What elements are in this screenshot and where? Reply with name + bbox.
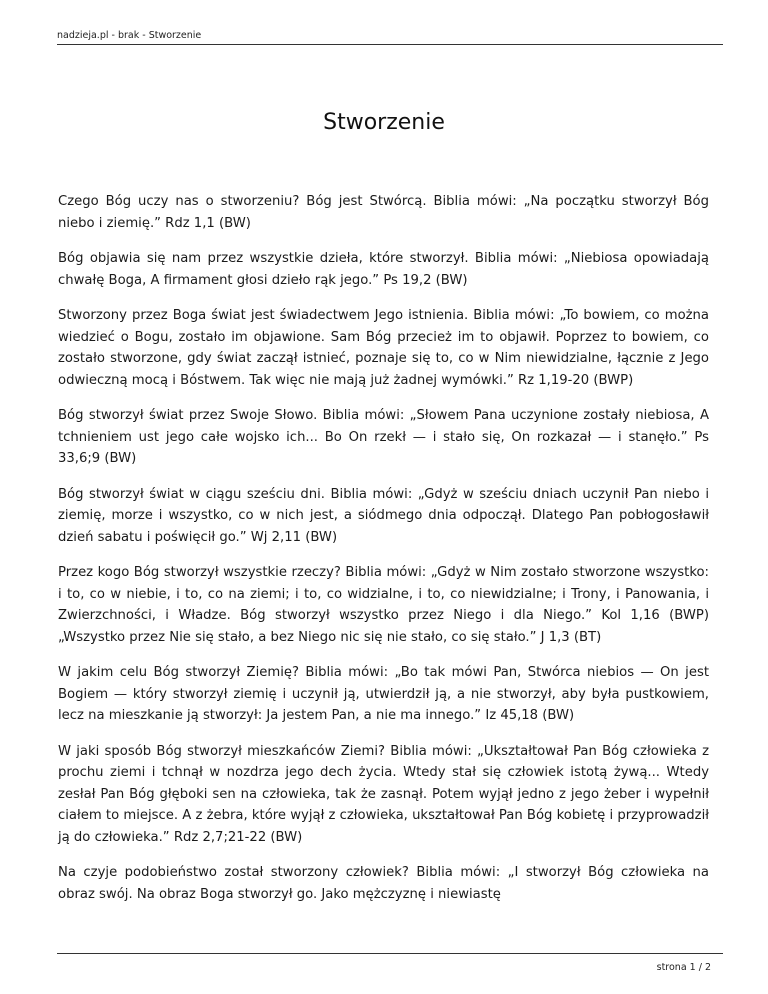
- footer-divider: [57, 953, 723, 954]
- running-header: nadzieja.pl - brak - Stworzenie: [57, 30, 202, 41]
- paragraph-9: Na czyje podobieństwo został stworzony człowiek? Biblia mówi: „I stworzył Bóg człowieka na obraz swój. Na obraz Boga stworzył go. Jako mężczyznę i niewiastę: [58, 865, 709, 902]
- paragraph-8: W jaki sposób Bóg stworzył mieszkańców Ziemi? Biblia mówi: „Ukształtował Pan Bóg człowieka z prochu ziemi i tchnął w nozdrza jego dech życia. Wtedy stał się człowiek istotą żywą... Wtedy zesłał Pan Bóg głęboki sen na człowieka, tak że zasnął. Potem wyjął jedno z jego żeber i wypełnił ciałem to miejsce. A z żebra, które wyjął z człowieka, ukształtował Pan Bóg kobietę i przyprowadził ją do człowieka.” Rdz 2,7;21-22 (BW): [58, 743, 709, 845]
- paragraph-5: Bóg stworzył świat w ciągu sześciu dni. Biblia mówi: „Gdyż w sześciu dniach uczynił Pan niebo i ziemię, morze i wszystko, co w nich jest, a siódmego dnia odpoczął. Dlatego Pan pobłogosławił dzień sabatu i poświęcił go.” Wj 2,11 (BW): [58, 486, 709, 545]
- paragraph-3: Stworzony przez Boga świat jest świadectwem Jego istnienia. Biblia mówi: „To bowiem, co można wiedzieć o Bogu, zostało im objawione. Sam Bóg przecież im to objawił. Poprzez to bowiem, co zostało stworzone, gdy świat zaczął istnieć, poznaje się to, co w Nim niewidzialne, łącznie z Jego odwieczną mocą i Bóstwem. Tak więc nie mają już żadnej wymówki.” Rz 1,19-20 (BWP): [58, 308, 709, 388]
- page-number: strona 1 / 2: [656, 962, 711, 973]
- document-body: [58, 191, 709, 919]
- paragraph-1: Czego Bóg uczy nas o stworzeniu? Bóg jest Stwórcą. Biblia mówi: „Na początku stworzył Bóg niebo i ziemię.” Rdz 1,1 (BW): [58, 194, 709, 231]
- paragraph-7: W jakim celu Bóg stworzył Ziemię? Biblia mówi: „Bo tak mówi Pan, Stwórca niebios — On jest Bogiem — który stworzył ziemię i uczynił ją, utwierdził ją, a nie stworzył, aby była pustkowiem, lecz na mieszkanie ją stworzył: Ja jestem Pan, a nie ma innego.” Iz 45,18 (BW): [58, 665, 709, 723]
- paragraph-2: Bóg objawia się nam przez wszystkie dzieła, które stworzył. Biblia mówi: „Niebiosa opowiadają chwałę Boga, A firmament głosi dzieło rąk jego.” Ps 19,2 (BW): [58, 251, 709, 288]
- paragraph-6: Przez kogo Bóg stworzył wszystkie rzeczy? Biblia mówi: „Gdyż w Nim zostało stworzone wszystko: i to, co w niebie, i to, co na ziemi; i to, co widzialne, i to, co niewidzialne; i Trony, i Panowania, i Zwierzchności, i Władze. Bóg stworzył wszystko przez Niego i dla Niego.” Kol 1,16 (BWP) „Wszystko przez Nie się stało, a bez Niego nic się nie stało, co się stało.” J 1,3 (BT): [58, 565, 709, 645]
- paragraph-4: Bóg stworzył świat przez Swoje Słowo. Biblia mówi: „Słowem Pana uczynione zostały niebiosa, A tchnieniem ust jego całe wojsko ich... Bo On rzekł — i stało się, On rozkazał — i stanęło.” Ps 33,6;9 (BW): [58, 408, 709, 466]
- header-divider: [57, 44, 723, 45]
- page-title: Stworzenie: [323, 110, 445, 135]
